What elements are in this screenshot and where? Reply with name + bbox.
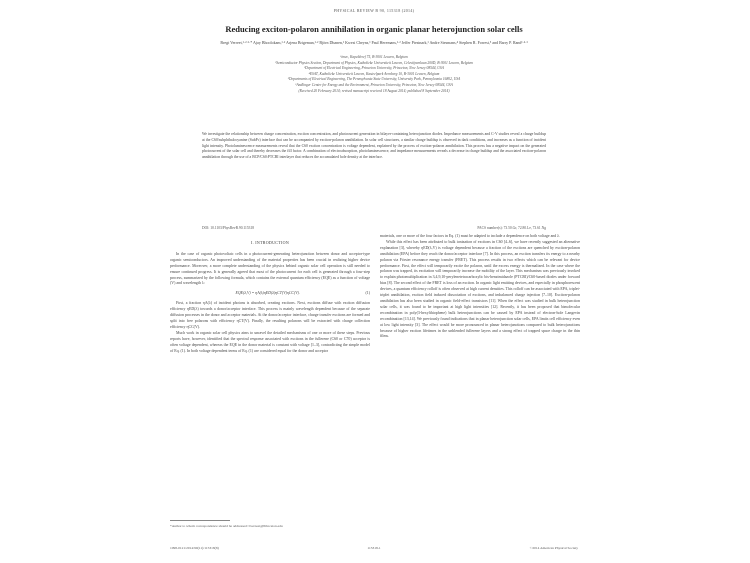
affiliation: ²Semiconductor Physics Section, Department of Physics, Katholieke Universiteit Leuven, Celestijnenlaan 200D, B-3001 Leuven, Belgium	[275, 60, 473, 65]
right-column	[380, 234, 580, 340]
pacs-numbers: PACS number(s): 73.50.Gr, 72.80.Le, 73.61.Ng	[477, 226, 546, 230]
received-dates: (Received 20 February 2014; revised manuscript received 18 August 2014; published 8 September 2014)	[298, 88, 450, 93]
paper-page	[158, 8, 590, 556]
equation-number: (1)	[365, 291, 370, 296]
affiliation: ⁶Andlinger Center for Energy and the Environment, Princeton University, Princeton, New Jersey 08544, USA	[295, 82, 453, 87]
paragraph: materials, one or more of the four factors in Eq. (1) must be adapted to include a dependence on both voltage and λ.	[380, 234, 561, 238]
corresponding-author-footnote: *Author to whom correspondence should be addressed: bverreet@Princeton.edu	[170, 524, 283, 528]
equation	[170, 291, 370, 297]
paragraph: While this effect has been attributed to bulk ionization of excitons in C60 [4–6], we have recently suggested an alternative explanation [3], whereby ηED(λ,V) is voltage dependent because a fraction of the excitons are quenched by exciton-polaron annihilation (EPA) before they reach the donor/acceptor interface [7]. In this process, an exciton transfers its energy to a nearby polaron via Förster resonance energy transfer (FRET). This process results in two effects which can be relevant for device performance. First, the effect will temporarily excite the polaron, until the excess energy is thermalized. In the case where the polaron was trapped, its excitation will temporarily increase the mobility of the layer. This mechanism was previously invoked to explain photomultiplication in 3,4,9,10-perylenetetracarboxylic bis-benzimidazole (PTCBI)/C60-based diodes under forward bias [8]. The second effect of the FRET is loss of an exciton. In organic light emitting devices, and especially in phosphorescent devices, a quantum efficiency rolloff is often observed at high current densities. This rolloff can be associated with EPA, triplet-triplet annihilation, exciton field induced dissociation of excitons, and imbalanced charge injection [7–10]. Exciton-polaron annihilation has also been studied in organic field-effect transistors [11]. When the effect was studied in bulk heterojunction solar cells, it was found to be important at high light intensities [12]. Recently, it has been proposed that bimolecular recombination in poly(3-hexylthiophene) bulk heterojunctions can be caused by EPA instead of electron-hole Langevin recombination [13,14]. We previously found indications that in planar heterojunction solar cells, EPA limits cell efficiency even at low light intensity [3]. The effect would be more pronounced in planar heterojunctions compared to bulk heterojunctions because of higher exciton lifetimes in the unblended fullerene layers and a strong effect of trapped space charge in the thin films.	[380, 239, 580, 339]
affiliation: ³Department of Electrical Engineering, Princeton University, Princeton, New Jersey 08544, USA	[304, 66, 444, 71]
author-list: Bregt Verreet,¹·²·³·* Ajay Bhoolokam,¹·² Arjena Brigeman,¹·² Björn Dhanen,¹ Kwesi Cheyns,¹ Paul Heremans,¹·² Jeffer Ptestnark,¹ Andre Stesmans,⁴ Stephen R. Forrest,⁵ and Barry P. Rand¹·²·³	[220, 40, 528, 45]
doi-row	[202, 226, 546, 230]
affiliation: ⁴ESAT, Katholieke Universiteit Leuven, Kasteelpark Arenberg 10, B-3001 Leuven, Belgium	[308, 71, 440, 76]
paper-title: Reducing exciton-polaron annihilation in organic planar heterojunction solar cells	[225, 24, 523, 34]
running-head: PHYSICAL REVIEW B 90, 115318 (2014)	[333, 8, 415, 13]
affiliation: ⁵Departments of Electrical Engineering, The Pennsylvania State University, University Park, Pennsylvania 16802, USA	[287, 77, 461, 82]
left-column	[170, 240, 370, 354]
section-heading: I. INTRODUCTION	[250, 240, 290, 245]
paragraph: Much work in organic solar cell physics aims to unravel the detailed mechanisms of one or more of these steps. Previous reports have, however, identified that the spectral response associated with excitons in the fullerene (C60 or C70) acceptor is often voltage dependent, whereas the EQE in the donor material is constant with voltage [1–3], contradicting the simple model of Eq. (1). In both voltage dependent terms of Eq. (1) are considered equal for the donor and acceptor	[170, 330, 370, 353]
copyright: ©2014 American Physical Society	[529, 546, 578, 550]
page-number: 115318-1	[367, 546, 381, 550]
footer-issn: 1098-0121/2014/90(11)/115318(8)	[170, 546, 219, 550]
affiliation: ¹imec, Kapeldreef 75, B-3001 Leuven, Belgium	[340, 55, 408, 59]
affiliation-list	[186, 55, 562, 94]
equation-body: EQE(λ,V) = ηA(λ)ηED(λ)ηCT(V)ηCC(V).	[235, 291, 300, 296]
footnote-rule	[170, 520, 230, 521]
paragraph: In the case of organic photovoltaic cells in a photocurrent-generating heterojunction between donor and acceptor-type organic semiconductors. An improved understanding of the material properties has been crucial in realizing higher device performance. Moreover, a more complete understanding of the physics behind organic solar cell operation is still needed to ensure continued progress. It is generally agreed that most of the photocurrent for each cell is generated through a four-step process, summarized by the following formula, which contains the external quantum efficiency (EQE) as a function of voltage (V) and wavelength λ:	[170, 251, 370, 286]
abstract: We investigate the relationship between charge concentration, exciton concentration, and photocurrent generation in bilayer-containing heterojunction diodes. Impedance measurements and C-V studies reveal a charge buildup at the C60/subphthalocyanine (SubPc) interface that can be accompanied by exciton-polaron annihilation. In solar cell structures, a similar charge buildup is observed in dark conditions, and increases as a function of incident light intensity. Photoluminescence measurements reveal that the C60 exciton concentration is voltage dependent, explained by the process of exciton-polaron annihilation. This process has a negative impact on the generated photocurrent of the solar cell and thereby decreases the fill factor. A combination of electroabsorption, photoluminescence, and impedance measurements reveals a decrease in charge buildup and the associated exciton-polaron annihilation through the use of a BCP/C60:PTCBI interlayer that reduces the accumulated hole density at the interface.	[202, 132, 546, 160]
doi-link[interactable]: DOI: 10.1103/PhysRevB.90.115318	[202, 226, 255, 230]
paragraph: First, a fraction ηA(λ) of incident photons is absorbed, creating excitons. Next, excitons diffuse with exciton diffusion efficiency ηED(λ) towards a donor/acceptor interface. This process is mainly wavelength dependent because of the separate diffusion processes in the donor and acceptor materials. At the donor/acceptor interface, charge transfer excitons are formed and split into free polarons with efficiency ηCT(V). Finally, the resulting polarons will be extracted with charge collection efficiency ηCC(V).	[170, 301, 370, 329]
